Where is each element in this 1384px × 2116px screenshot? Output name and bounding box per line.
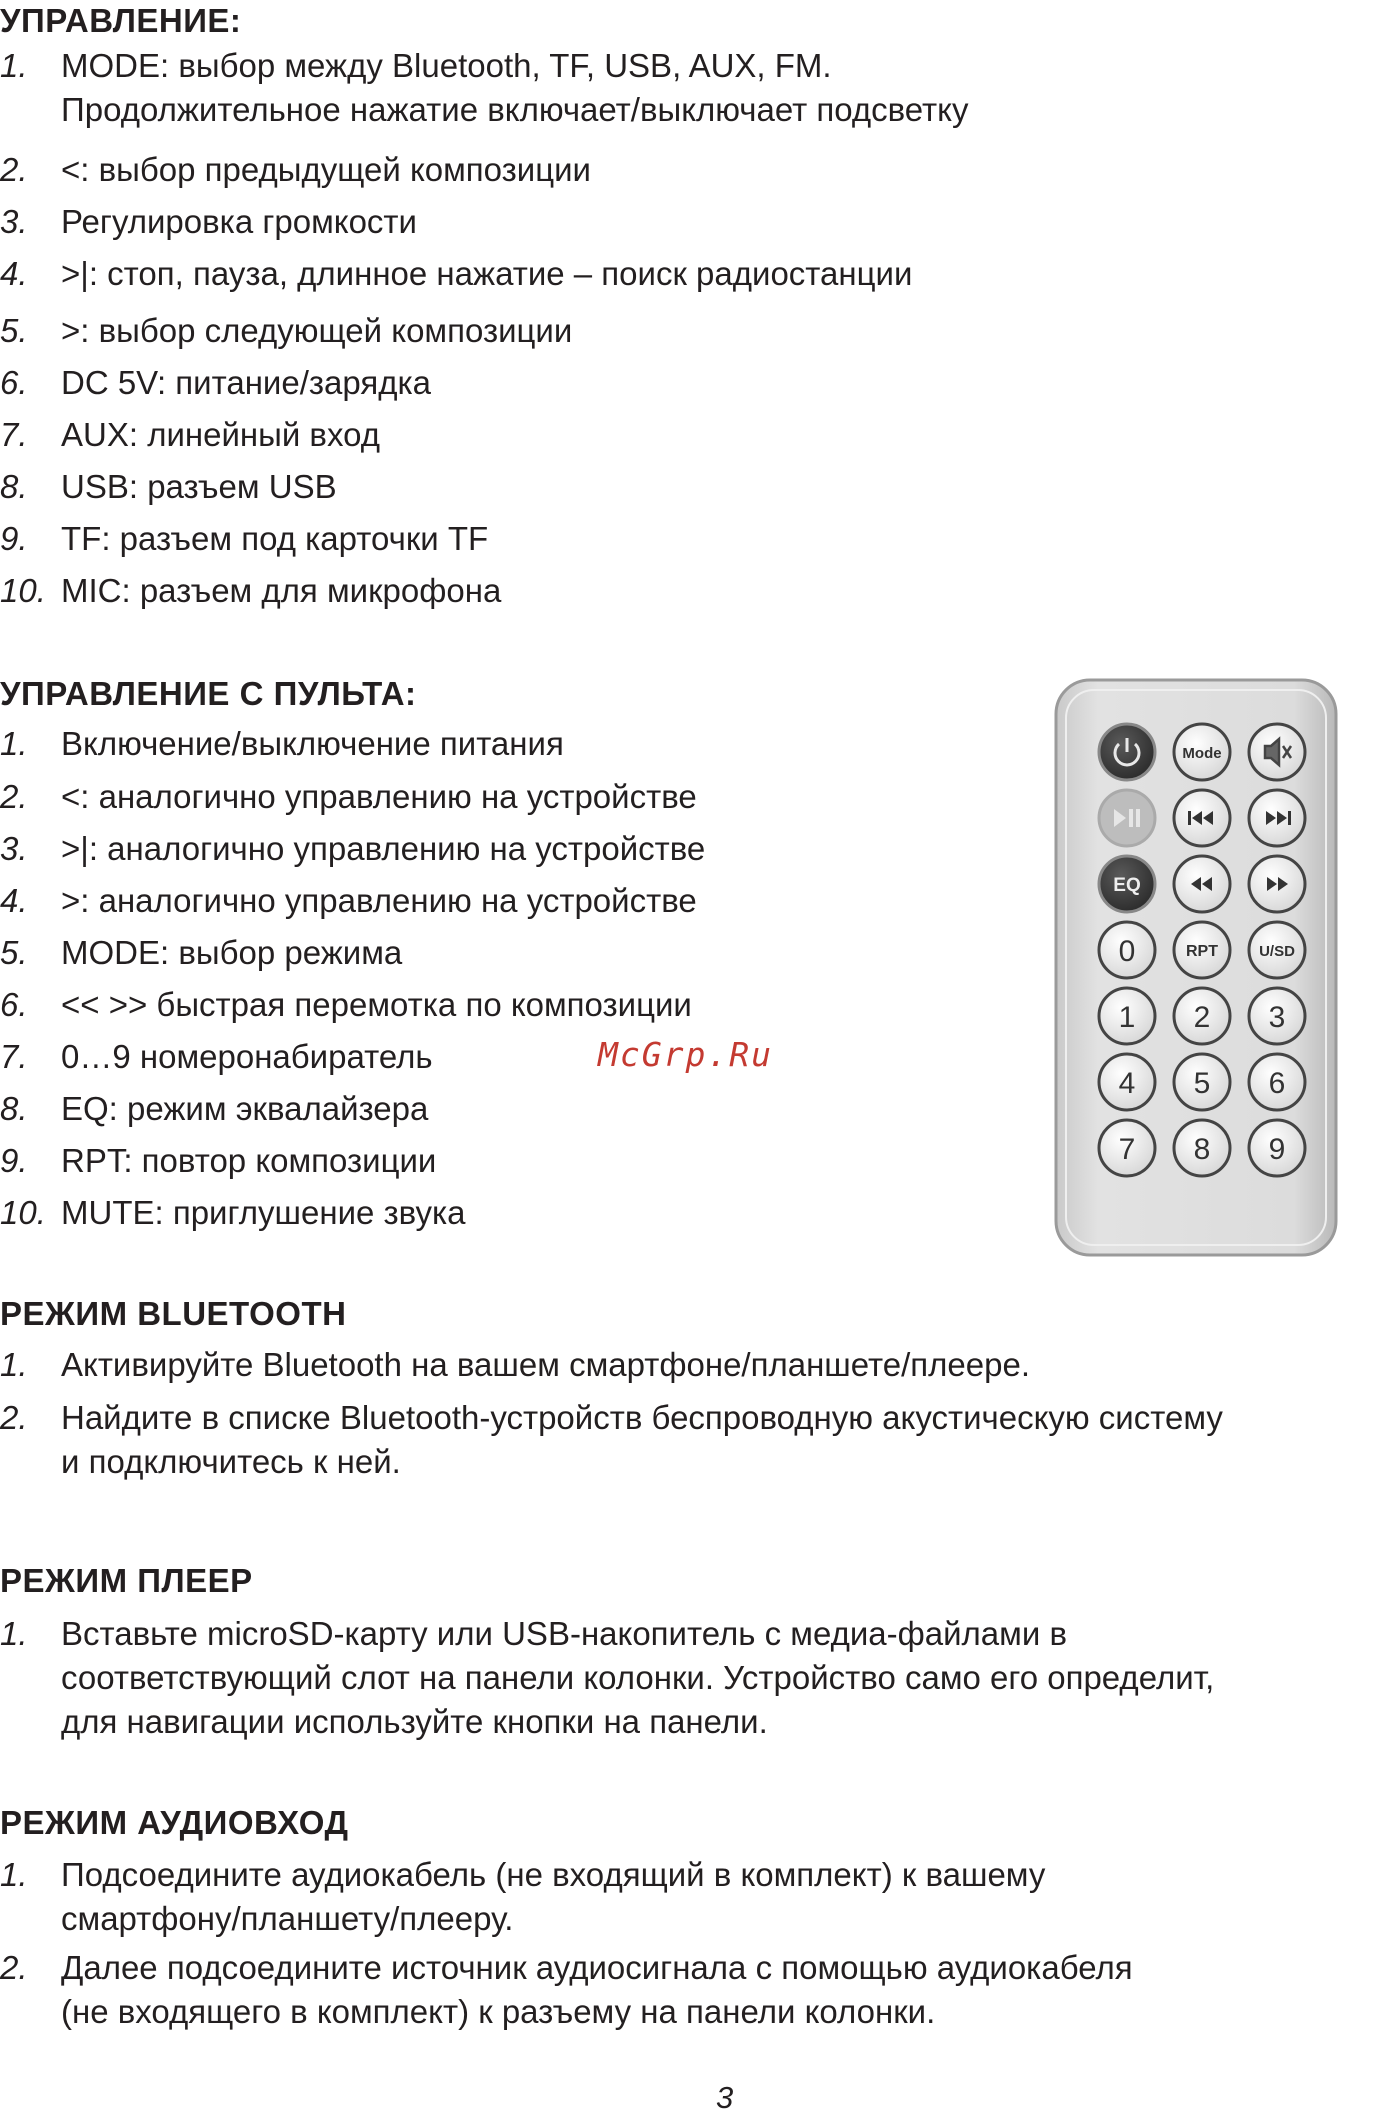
item-text: Вставьте microSD-карту или USB-накопитель с медиа-файлами в	[61, 1615, 1067, 1652]
item-text: DC 5V: питание/зарядка	[61, 364, 431, 401]
item-number: 1.	[0, 725, 28, 762]
item-text: Продолжительное нажатие включает/выключает подсветку	[61, 91, 969, 128]
eq-button-label: EQ	[1113, 875, 1141, 896]
digit-keypad	[1099, 988, 1305, 1176]
item-text: Подсоедините аудиокабель (не входящий в комплект) к вашему	[61, 1856, 1046, 1893]
item-number: 1.	[0, 1346, 28, 1383]
watermark: McGrp.Ru	[598, 1035, 773, 1074]
item-number: 4.	[0, 882, 28, 919]
item-number: 2.	[0, 778, 28, 815]
digit-label: 6	[1268, 1067, 1286, 1100]
item-number: 3.	[0, 830, 28, 867]
item-text: для навигации используйте кнопки на панели.	[61, 1703, 768, 1740]
item-number: 3.	[0, 203, 28, 240]
item-text: Включение/выключение питания	[61, 725, 564, 762]
item-text: >: выбор следующей композиции	[61, 312, 573, 349]
item-text: << >> быстрая перемотка по композиции	[61, 986, 692, 1023]
mode-button-label: Mode	[1182, 745, 1222, 762]
item-text: смартфону/планшету/плееру.	[61, 1900, 514, 1937]
digit-label: 8	[1193, 1133, 1211, 1166]
item-number: 6.	[0, 986, 28, 1023]
digit-label: 1	[1118, 1001, 1136, 1034]
item-number: 9.	[0, 520, 28, 557]
item-text: RPT: повтор композиции	[61, 1142, 437, 1179]
item-number: 8.	[0, 1090, 28, 1127]
item-text: Регулировка громкости	[61, 203, 417, 240]
item-text: (не входящего в комплект) к разъему на панели колонки.	[61, 1993, 936, 2030]
item-text: AUX: линейный вход	[61, 416, 380, 453]
item-number: 1.	[0, 1856, 28, 1893]
item-number: 10.	[0, 1194, 46, 1231]
item-text: >|: стоп, пауза, длинное нажатие – поиск радиостанции	[61, 255, 913, 292]
item-text: MUTE: приглушение звука	[61, 1194, 466, 1231]
item-number: 2.	[0, 1399, 28, 1436]
item-number: 7.	[0, 416, 28, 453]
item-text: MODE: выбор режима	[61, 934, 403, 971]
digit-label: 2	[1193, 1001, 1211, 1034]
item-text: 0…9 номеронабиратель	[61, 1038, 433, 1075]
aux-heading: РЕЖИМ АУДИОВХОД	[0, 1804, 349, 1841]
page-number: 3	[716, 2080, 734, 2115]
list-item	[0, 44, 1000, 134]
rpt-button-label: RPT	[1186, 943, 1218, 960]
player-heading: РЕЖИМ ПЛЕЕР	[0, 1562, 253, 1599]
digit-label: 7	[1118, 1133, 1136, 1166]
item-number: 1.	[0, 47, 28, 84]
item-text: EQ: режим эквалайзера	[61, 1090, 429, 1127]
item-number: 2.	[0, 1949, 28, 1986]
item-text: и подключитесь к ней.	[61, 1443, 401, 1480]
item-text: MODE: выбор между Bluetooth, TF, USB, AUX, FM.	[61, 47, 832, 84]
item-text: Далее подсоедините источник аудиосигнала с помощью аудиокабеля	[61, 1949, 1133, 1986]
digit-label: 3	[1268, 1001, 1286, 1034]
item-text: >: аналогично управлению на устройстве	[61, 882, 697, 919]
item-text: Активируйте Bluetooth на вашем смартфоне/планшете/плеере.	[61, 1346, 1031, 1383]
item-number: 6.	[0, 364, 28, 401]
item-number: 8.	[0, 468, 28, 505]
item-number: 10.	[0, 572, 46, 609]
item-text: USB: разъем USB	[61, 468, 337, 505]
digit-label: 5	[1193, 1067, 1211, 1100]
item-text: <: аналогично управлению на устройстве	[61, 778, 697, 815]
remote-play-pause-button	[1099, 790, 1155, 846]
item-text: соответствующий слот на панели колонки. Устройство само его определит,	[61, 1659, 1215, 1696]
controls-heading: УПРАВЛЕНИЕ:	[0, 2, 242, 39]
item-number: 5.	[0, 312, 28, 349]
remote-control-image	[1052, 676, 1342, 1261]
usd-button-label: U/SD	[1259, 943, 1295, 960]
digit-label: 4	[1118, 1067, 1136, 1100]
remote-heading: УПРАВЛЕНИЕ С ПУЛЬТА:	[0, 675, 417, 712]
item-text: MIC: разъем для микрофона	[61, 572, 502, 609]
item-number: 7.	[0, 1038, 28, 1075]
item-text: >|: аналогично управлению на устройстве	[61, 830, 706, 867]
item-text: TF: разъем под карточки TF	[61, 520, 489, 557]
item-text: <: выбор предыдущей композиции	[61, 151, 591, 188]
bluetooth-heading: РЕЖИМ BLUETOOTH	[0, 1295, 347, 1332]
item-number: 5.	[0, 934, 28, 971]
digit-label: 9	[1268, 1133, 1286, 1166]
item-text: Найдите в списке Bluetooth-устройств беспроводную акустическую систему	[61, 1399, 1223, 1436]
item-number: 1.	[0, 1615, 28, 1652]
item-number: 4.	[0, 255, 28, 292]
item-number: 2.	[0, 151, 28, 188]
item-number: 9.	[0, 1142, 28, 1179]
digit-label: 0	[1118, 935, 1136, 968]
remote-control-illustration	[1052, 676, 1342, 1261]
